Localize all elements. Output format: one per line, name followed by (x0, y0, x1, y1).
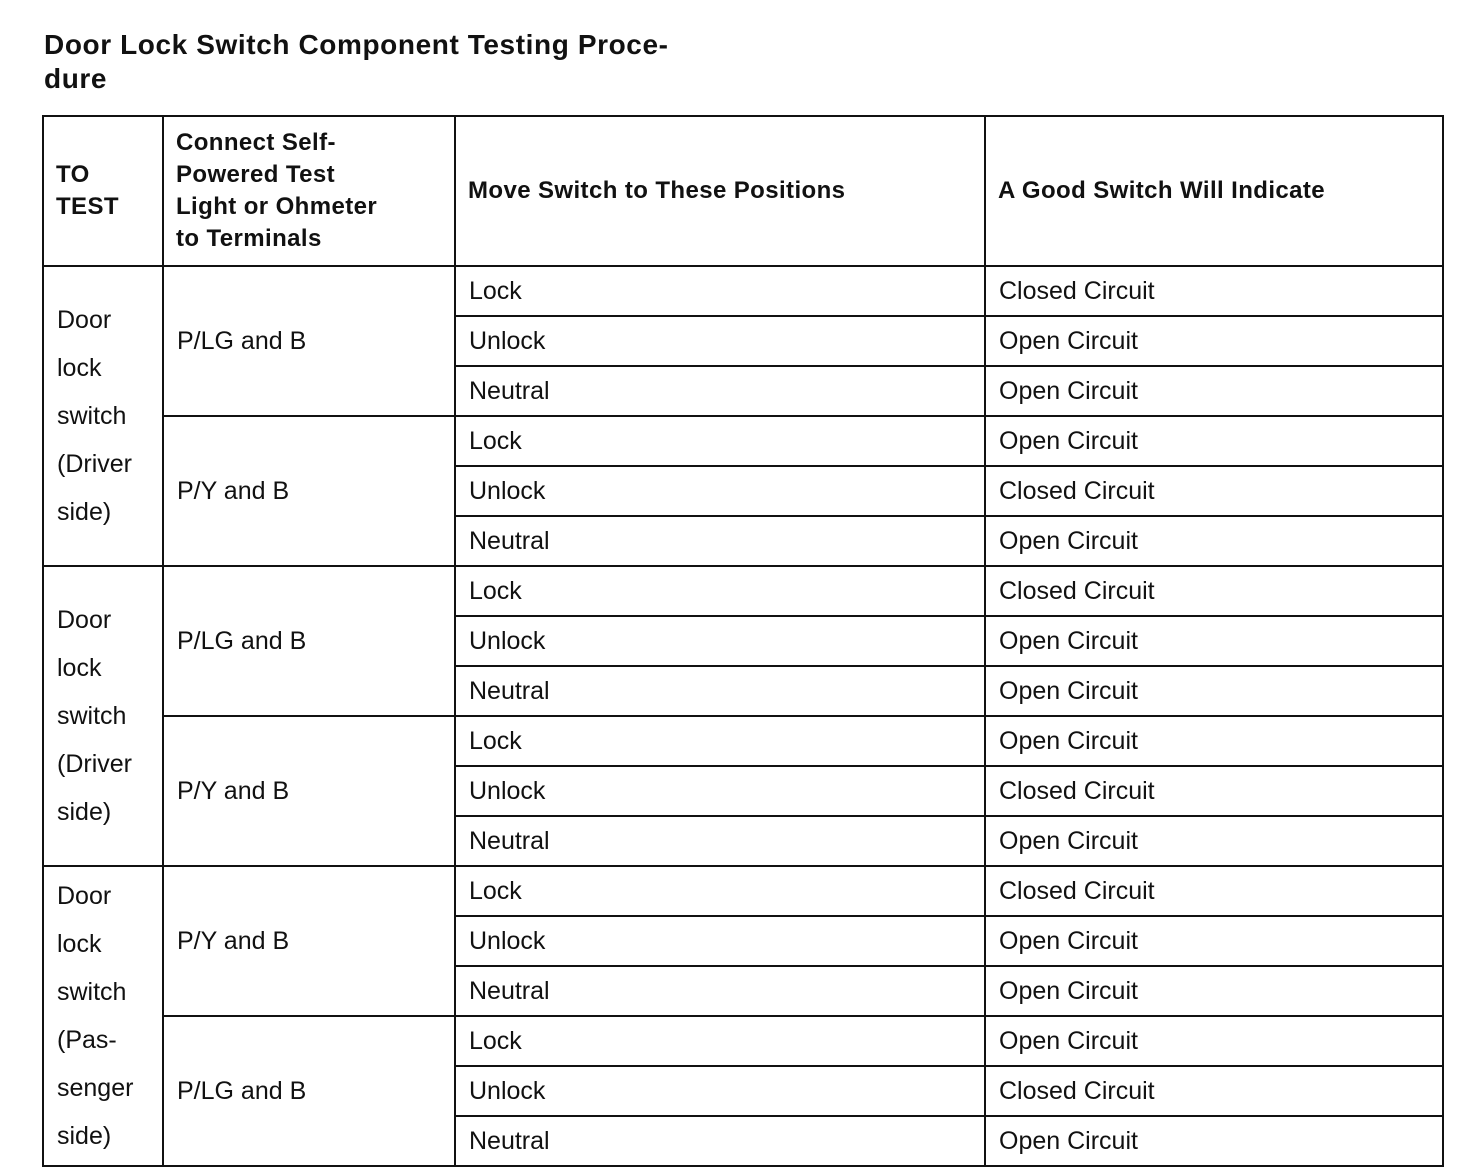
table-row (43, 716, 1443, 766)
header-indication: A Good Switch Will Indicate (985, 116, 1443, 266)
table-row (43, 1016, 1443, 1066)
result-cell: Closed Circuit (985, 266, 1443, 316)
position-cell: Neutral (455, 966, 985, 1016)
result-cell: Closed Circuit (985, 1066, 1443, 1116)
position-cell: Unlock (455, 466, 985, 516)
terminals-cell: P/Y and B (163, 416, 455, 566)
header-to-test: TO TEST (43, 116, 163, 266)
result-cell: Closed Circuit (985, 866, 1443, 916)
position-cell: Unlock (455, 766, 985, 816)
component-cell: Door lock switch (Driver side) (43, 566, 163, 866)
position-cell: Neutral (455, 1116, 985, 1166)
table-row (43, 866, 1443, 916)
result-cell: Closed Circuit (985, 766, 1443, 816)
result-cell: Open Circuit (985, 616, 1443, 666)
result-cell: Open Circuit (985, 516, 1443, 566)
table-body (43, 266, 1443, 1166)
table-header (43, 116, 1443, 266)
position-cell: Lock (455, 566, 985, 616)
result-cell: Closed Circuit (985, 466, 1443, 516)
result-cell: Open Circuit (985, 366, 1443, 416)
header-positions: Move Switch to These Positions (455, 116, 985, 266)
result-cell: Open Circuit (985, 716, 1443, 766)
header-row (43, 116, 1443, 266)
component-cell: Door lock switch (Pas- senger side) (43, 866, 163, 1166)
position-cell: Unlock (455, 1066, 985, 1116)
result-cell: Open Circuit (985, 666, 1443, 716)
position-cell: Neutral (455, 666, 985, 716)
result-cell: Open Circuit (985, 816, 1443, 866)
position-cell: Lock (455, 266, 985, 316)
terminals-cell: P/LG and B (163, 266, 455, 416)
result-cell: Closed Circuit (985, 566, 1443, 616)
position-cell: Unlock (455, 316, 985, 366)
result-cell: Open Circuit (985, 316, 1443, 366)
result-cell: Open Circuit (985, 1016, 1443, 1066)
terminals-cell: P/LG and B (163, 566, 455, 716)
component-cell: Door lock switch (Driver side) (43, 266, 163, 566)
position-cell: Unlock (455, 916, 985, 966)
page-title: Door Lock Switch Component Testing Proce- dure (44, 29, 669, 94)
table-row (43, 566, 1443, 616)
position-cell: Neutral (455, 816, 985, 866)
position-cell: Lock (455, 866, 985, 916)
result-cell: Open Circuit (985, 416, 1443, 466)
position-cell: Lock (455, 1016, 985, 1066)
position-cell: Unlock (455, 616, 985, 666)
table-row (43, 266, 1443, 316)
result-cell: Open Circuit (985, 1116, 1443, 1166)
position-cell: Lock (455, 416, 985, 466)
result-cell: Open Circuit (985, 916, 1443, 966)
header-terminals: Connect Self- Powered Test Light or Ohmeter to Terminals (163, 116, 455, 266)
testing-procedure-table (42, 115, 1444, 1167)
position-cell: Neutral (455, 516, 985, 566)
result-cell: Open Circuit (985, 966, 1443, 1016)
table-row (43, 416, 1443, 466)
terminals-cell: P/Y and B (163, 866, 455, 1016)
position-cell: Lock (455, 716, 985, 766)
terminals-cell: P/Y and B (163, 716, 455, 866)
position-cell: Neutral (455, 366, 985, 416)
terminals-cell: P/LG and B (163, 1016, 455, 1166)
